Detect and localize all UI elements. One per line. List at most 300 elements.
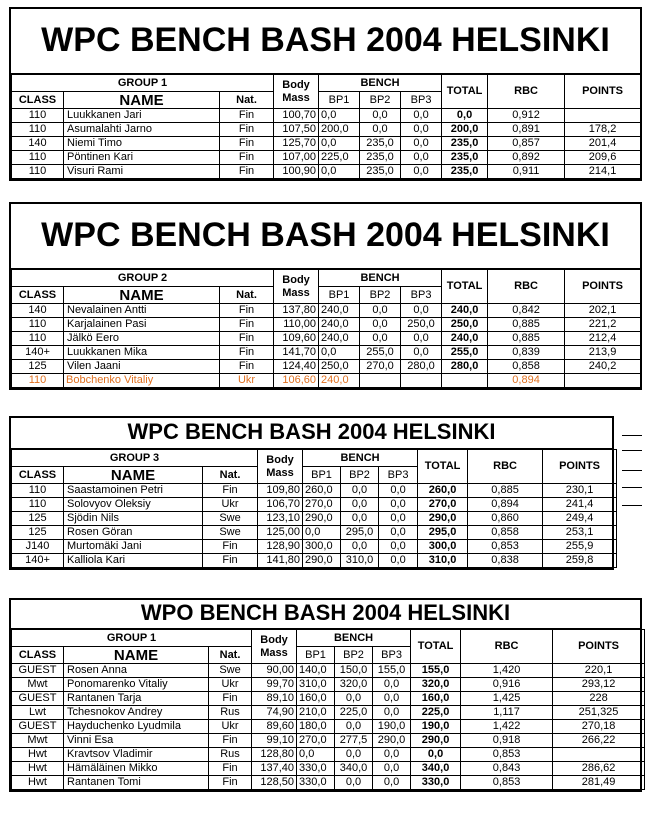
total-cell: 290,0 [411, 734, 461, 748]
bp3-cell: 290,0 [373, 734, 411, 748]
nat-cell: Swe [203, 512, 258, 526]
bp3-cell: 0,0 [401, 165, 442, 179]
name-cell: Rantanen Tomi [64, 776, 209, 790]
points-cell: 213,9 [565, 346, 641, 360]
bp3-cell: 155,0 [373, 664, 411, 678]
nat-cell: Fin [220, 346, 274, 360]
bp1-cell: 225,0 [319, 151, 360, 165]
rbc-header: RBC [461, 630, 553, 664]
rbc-header: RBC [468, 450, 543, 484]
bp3-cell: 0,0 [373, 776, 411, 790]
bp3-cell: 0,0 [373, 748, 411, 762]
bp3-cell: 0,0 [401, 109, 442, 123]
bp1-cell: 290,0 [303, 554, 341, 568]
nat-cell: Rus [209, 748, 252, 762]
total-cell: 330,0 [411, 776, 461, 790]
nat-header: Nat. [220, 92, 274, 109]
bp2-header: BP2 [360, 92, 401, 109]
rbc-cell: 1,425 [461, 692, 553, 706]
bp1-header: BP1 [319, 287, 360, 304]
total-cell: 290,0 [418, 512, 468, 526]
block-title: WPC BENCH BASH 2004 HELSINKI [11, 9, 640, 74]
table-row [12, 137, 641, 151]
bp2-cell [360, 374, 401, 388]
total-cell: 300,0 [418, 540, 468, 554]
bench-header: BENCH [297, 630, 411, 647]
nat-cell: Swe [209, 664, 252, 678]
nat-cell: Fin [209, 762, 252, 776]
body-mass-cell: 137,40 [252, 762, 297, 776]
bp2-cell: 0,0 [335, 720, 373, 734]
class-cell: 110 [12, 484, 64, 498]
nat-header: Nat. [209, 647, 252, 664]
body-mass-cell: 99,70 [252, 678, 297, 692]
bp2-cell: 0,0 [360, 318, 401, 332]
bp2-cell: 255,0 [360, 346, 401, 360]
name-header: NAME [64, 647, 209, 664]
rbc-cell: 0,894 [468, 498, 543, 512]
name-cell: Ponomarenko Vitaliy [64, 678, 209, 692]
stub-line [622, 470, 642, 471]
bp1-cell: 290,0 [303, 512, 341, 526]
table-row [12, 498, 617, 512]
nat-header: Nat. [220, 287, 274, 304]
table-row [12, 720, 645, 734]
rbc-cell: 0,885 [468, 484, 543, 498]
name-cell: Hayduchenko Lyudmila [64, 720, 209, 734]
nat-cell: Fin [209, 776, 252, 790]
rbc-cell: 0,916 [461, 678, 553, 692]
rbc-cell: 0,912 [488, 109, 565, 123]
total-header: TOTAL [411, 630, 461, 664]
rbc-cell: 0,843 [461, 762, 553, 776]
bp2-cell: 295,0 [341, 526, 379, 540]
body-mass-cell: 100,90 [274, 165, 319, 179]
rbc-cell: 0,858 [488, 360, 565, 374]
class-cell: GUEST [12, 664, 64, 678]
block-title: WPC BENCH BASH 2004 HELSINKI [11, 418, 612, 449]
class-cell: Lwt [12, 706, 64, 720]
points-cell: 212,4 [565, 332, 641, 346]
rbc-cell: 0,842 [488, 304, 565, 318]
table-row [12, 109, 641, 123]
points-cell: 286,62 [553, 762, 645, 776]
body-mass-header [274, 270, 319, 304]
mass-label: Mass [282, 286, 310, 299]
bp1-cell: 240,0 [319, 374, 360, 388]
name-cell: Karjalainen Pasi [64, 318, 220, 332]
class-cell: 110 [12, 151, 64, 165]
class-header: CLASS [12, 467, 64, 484]
points-cell: 259,8 [543, 554, 617, 568]
bp3-cell: 190,0 [373, 720, 411, 734]
points-cell [553, 748, 645, 762]
bp2-cell: 0,0 [341, 484, 379, 498]
table-row [12, 346, 641, 360]
points-cell: 228 [553, 692, 645, 706]
bp3-cell: 0,0 [401, 137, 442, 151]
class-cell: 110 [12, 498, 64, 512]
class-cell: Hwt [12, 748, 64, 762]
nat-cell: Fin [220, 304, 274, 318]
points-cell: 214,1 [565, 165, 641, 179]
bp1-cell: 0,0 [319, 165, 360, 179]
nat-cell: Fin [209, 692, 252, 706]
class-cell: GUEST [12, 720, 64, 734]
bp2-cell: 270,0 [360, 360, 401, 374]
name-cell: Vinni Esa [64, 734, 209, 748]
group-label: GROUP 2 [12, 270, 274, 287]
body-mass-cell: 124,40 [274, 360, 319, 374]
body-mass-header [252, 630, 297, 664]
name-header: NAME [64, 467, 203, 484]
table-row [12, 484, 617, 498]
bp3-cell: 0,0 [401, 151, 442, 165]
table-row [12, 318, 641, 332]
table-body [12, 270, 641, 388]
bp1-cell: 260,0 [303, 484, 341, 498]
header-row [12, 450, 617, 467]
nat-cell: Fin [220, 109, 274, 123]
bp2-header: BP2 [335, 647, 373, 664]
rbc-cell: 0,894 [488, 374, 565, 388]
bp2-cell: 277,5 [335, 734, 373, 748]
body-mass-cell: 125,00 [258, 526, 303, 540]
table-row [12, 762, 645, 776]
table-body [12, 630, 645, 790]
body-label: Body [260, 633, 288, 646]
bp3-cell: 0,0 [379, 554, 418, 568]
total-cell: 255,0 [442, 346, 488, 360]
points-header: POINTS [553, 630, 645, 664]
body-label: Body [282, 78, 310, 91]
nat-cell: Fin [209, 734, 252, 748]
bp1-cell: 270,0 [297, 734, 335, 748]
bp1-cell: 0,0 [303, 526, 341, 540]
rbc-cell: 0,838 [468, 554, 543, 568]
class-cell: Mwt [12, 734, 64, 748]
body-mass-cell: 137,80 [274, 304, 319, 318]
name-cell: Asumalahti Jarno [64, 123, 220, 137]
body-mass-header [258, 450, 303, 484]
points-cell: 220,1 [553, 664, 645, 678]
table-row [12, 678, 645, 692]
nat-cell: Fin [220, 123, 274, 137]
body-mass-cell: 89,60 [252, 720, 297, 734]
points-header: POINTS [565, 75, 641, 109]
points-cell: 241,4 [543, 498, 617, 512]
rbc-cell: 0,858 [468, 526, 543, 540]
points-cell: 221,2 [565, 318, 641, 332]
name-cell: Pöntinen Kari [64, 151, 220, 165]
stub-line [622, 505, 642, 506]
bp2-cell: 235,0 [360, 151, 401, 165]
rbc-cell: 0,885 [488, 332, 565, 346]
nat-cell: Fin [220, 165, 274, 179]
class-cell: 140+ [12, 346, 64, 360]
body-mass-cell: 99,10 [252, 734, 297, 748]
bp1-cell: 330,0 [297, 762, 335, 776]
total-cell: 340,0 [411, 762, 461, 776]
total-cell: 250,0 [442, 318, 488, 332]
bp2-cell: 340,0 [335, 762, 373, 776]
bp1-cell: 300,0 [303, 540, 341, 554]
class-cell: 140 [12, 137, 64, 151]
bp1-cell: 330,0 [297, 776, 335, 790]
class-cell: 110 [12, 123, 64, 137]
bp3-cell: 0,0 [379, 526, 418, 540]
total-cell: 235,0 [442, 137, 488, 151]
bp3-cell: 0,0 [373, 762, 411, 776]
group-label: GROUP 3 [12, 450, 258, 467]
points-cell [565, 374, 641, 388]
name-cell: Nevalainen Antti [64, 304, 220, 318]
bp1-cell: 240,0 [319, 332, 360, 346]
name-cell: Saastamoinen Petri [64, 484, 203, 498]
results-block-4 [9, 598, 642, 792]
nat-cell: Fin [220, 332, 274, 346]
header-row [12, 630, 645, 647]
header-row [12, 270, 641, 287]
body-mass-header [274, 75, 319, 109]
bp1-cell: 180,0 [297, 720, 335, 734]
class-cell: 125 [12, 360, 64, 374]
bp2-cell: 0,0 [335, 776, 373, 790]
bp3-cell: 280,0 [401, 360, 442, 374]
table-row [12, 360, 641, 374]
total-cell: 240,0 [442, 332, 488, 346]
name-cell: Kalliola Kari [64, 554, 203, 568]
rbc-cell: 1,422 [461, 720, 553, 734]
bp1-cell: 310,0 [297, 678, 335, 692]
nat-cell: Ukr [209, 720, 252, 734]
body-mass-cell: 107,00 [274, 151, 319, 165]
body-mass-cell: 89,10 [252, 692, 297, 706]
total-cell: 260,0 [418, 484, 468, 498]
total-cell: 295,0 [418, 526, 468, 540]
points-header: POINTS [543, 450, 617, 484]
body-mass-cell: 125,70 [274, 137, 319, 151]
rbc-cell: 0,857 [488, 137, 565, 151]
body-mass-cell: 106,70 [258, 498, 303, 512]
group-label: GROUP 1 [12, 75, 274, 92]
nat-cell: Swe [203, 526, 258, 540]
nat-cell: Fin [203, 540, 258, 554]
name-cell: Kravtsov Vladimir [64, 748, 209, 762]
bp1-cell: 140,0 [297, 664, 335, 678]
mass-label: Mass [260, 646, 288, 659]
rbc-cell: 0,839 [488, 346, 565, 360]
bp3-cell [401, 374, 442, 388]
bp2-cell: 310,0 [341, 554, 379, 568]
bp3-cell: 0,0 [373, 678, 411, 692]
name-cell: Hämäläinen Mikko [64, 762, 209, 776]
total-cell: 240,0 [442, 304, 488, 318]
bp1-cell: 160,0 [297, 692, 335, 706]
points-header: POINTS [565, 270, 641, 304]
class-cell: Hwt [12, 762, 64, 776]
nat-header: Nat. [203, 467, 258, 484]
nat-cell: Fin [220, 360, 274, 374]
name-header: NAME [64, 92, 220, 109]
bench-header: BENCH [319, 270, 442, 287]
bp1-cell: 0,0 [319, 346, 360, 360]
results-table [11, 629, 645, 790]
total-header: TOTAL [418, 450, 468, 484]
class-cell: Mwt [12, 678, 64, 692]
table-body [12, 450, 617, 568]
bp2-cell: 0,0 [360, 304, 401, 318]
name-cell: Luukkanen Jari [64, 109, 220, 123]
bp1-cell: 250,0 [319, 360, 360, 374]
table-row [12, 692, 645, 706]
points-cell: 201,4 [565, 137, 641, 151]
group-label: GROUP 1 [12, 630, 252, 647]
table-row [12, 332, 641, 346]
total-cell: 270,0 [418, 498, 468, 512]
bench-header: BENCH [303, 450, 418, 467]
table-row [12, 526, 617, 540]
table-row [12, 664, 645, 678]
bp1-header: BP1 [319, 92, 360, 109]
class-cell: 110 [12, 318, 64, 332]
total-header: TOTAL [442, 75, 488, 109]
points-cell: 230,1 [543, 484, 617, 498]
bp2-cell: 0,0 [341, 498, 379, 512]
body-mass-cell: 107,50 [274, 123, 319, 137]
points-cell: 178,2 [565, 123, 641, 137]
points-cell: 209,6 [565, 151, 641, 165]
class-header: CLASS [12, 647, 64, 664]
name-cell: Vilen Jaani [64, 360, 220, 374]
results-block-1 [9, 7, 642, 181]
rbc-header: RBC [488, 270, 565, 304]
nat-cell: Fin [220, 137, 274, 151]
class-header: CLASS [12, 92, 64, 109]
bp1-cell: 240,0 [319, 318, 360, 332]
mass-label: Mass [266, 466, 294, 479]
mass-label: Mass [282, 91, 310, 104]
points-cell: 266,22 [553, 734, 645, 748]
points-cell: 255,9 [543, 540, 617, 554]
name-cell: Rantanen Tarja [64, 692, 209, 706]
name-cell: Visuri Rami [64, 165, 220, 179]
class-cell: GUEST [12, 692, 64, 706]
bp1-cell: 0,0 [319, 137, 360, 151]
class-header: CLASS [12, 287, 64, 304]
bp2-cell: 0,0 [341, 512, 379, 526]
bp2-cell: 0,0 [360, 332, 401, 346]
table-row [12, 554, 617, 568]
class-cell: 110 [12, 332, 64, 346]
table-row [12, 123, 641, 137]
table-body [12, 75, 641, 179]
results-block-3 [9, 416, 614, 570]
bp2-cell: 320,0 [335, 678, 373, 692]
total-header: TOTAL [442, 270, 488, 304]
table-row [12, 165, 641, 179]
name-cell: Rosen Anna [64, 664, 209, 678]
body-mass-cell: 109,80 [258, 484, 303, 498]
block-title: WPO BENCH BASH 2004 HELSINKI [11, 600, 640, 629]
total-cell: 225,0 [411, 706, 461, 720]
points-cell: 249,4 [543, 512, 617, 526]
rbc-cell: 0,860 [468, 512, 543, 526]
bp1-cell: 200,0 [319, 123, 360, 137]
bp1-cell: 240,0 [319, 304, 360, 318]
rbc-cell: 1,117 [461, 706, 553, 720]
points-cell: 253,1 [543, 526, 617, 540]
points-cell: 281,49 [553, 776, 645, 790]
class-cell: 125 [12, 526, 64, 540]
bp2-header: BP2 [360, 287, 401, 304]
bp1-cell: 270,0 [303, 498, 341, 512]
bp2-cell: 235,0 [360, 137, 401, 151]
bp3-header: BP3 [401, 287, 442, 304]
class-cell: 125 [12, 512, 64, 526]
header-row [12, 75, 641, 92]
stub-line [622, 487, 642, 488]
body-mass-cell: 123,10 [258, 512, 303, 526]
bench-header: BENCH [319, 75, 442, 92]
total-cell: 160,0 [411, 692, 461, 706]
table-row [12, 151, 641, 165]
bp3-cell: 0,0 [401, 123, 442, 137]
body-mass-cell: 110,00 [274, 318, 319, 332]
body-mass-cell: 141,80 [258, 554, 303, 568]
rbc-cell: 0,853 [461, 776, 553, 790]
class-cell: Hwt [12, 776, 64, 790]
points-cell [565, 109, 641, 123]
bp1-cell: 210,0 [297, 706, 335, 720]
body-mass-cell: 141,70 [274, 346, 319, 360]
body-mass-cell: 106,60 [274, 374, 319, 388]
body-label: Body [266, 453, 294, 466]
class-cell: 110 [12, 165, 64, 179]
nat-cell: Fin [220, 318, 274, 332]
points-cell: 270,18 [553, 720, 645, 734]
name-cell: Jälkö Eero [64, 332, 220, 346]
total-cell: 0,0 [411, 748, 461, 762]
nat-cell: Fin [203, 554, 258, 568]
bp3-cell: 0,0 [379, 512, 418, 526]
table-row [12, 304, 641, 318]
name-cell: Murtomäki Jani [64, 540, 203, 554]
results-block-2 [9, 202, 642, 390]
body-mass-cell: 128,90 [258, 540, 303, 554]
bp2-cell: 0,0 [360, 109, 401, 123]
bp3-cell: 250,0 [401, 318, 442, 332]
class-cell: 110 [12, 374, 64, 388]
total-cell: 310,0 [418, 554, 468, 568]
total-cell [442, 374, 488, 388]
stub-line [622, 435, 642, 436]
bp2-cell: 150,0 [335, 664, 373, 678]
bp3-cell: 0,0 [373, 706, 411, 720]
body-mass-cell: 74,90 [252, 706, 297, 720]
rbc-cell: 0,892 [488, 151, 565, 165]
nat-cell: Ukr [203, 498, 258, 512]
nat-cell: Fin [220, 151, 274, 165]
body-mass-cell: 90,00 [252, 664, 297, 678]
rbc-cell: 0,853 [461, 748, 553, 762]
rbc-cell: 0,853 [468, 540, 543, 554]
bp3-cell: 0,0 [401, 304, 442, 318]
table-row [12, 706, 645, 720]
nat-cell: Rus [209, 706, 252, 720]
bp3-header: BP3 [401, 92, 442, 109]
table-row [12, 512, 617, 526]
